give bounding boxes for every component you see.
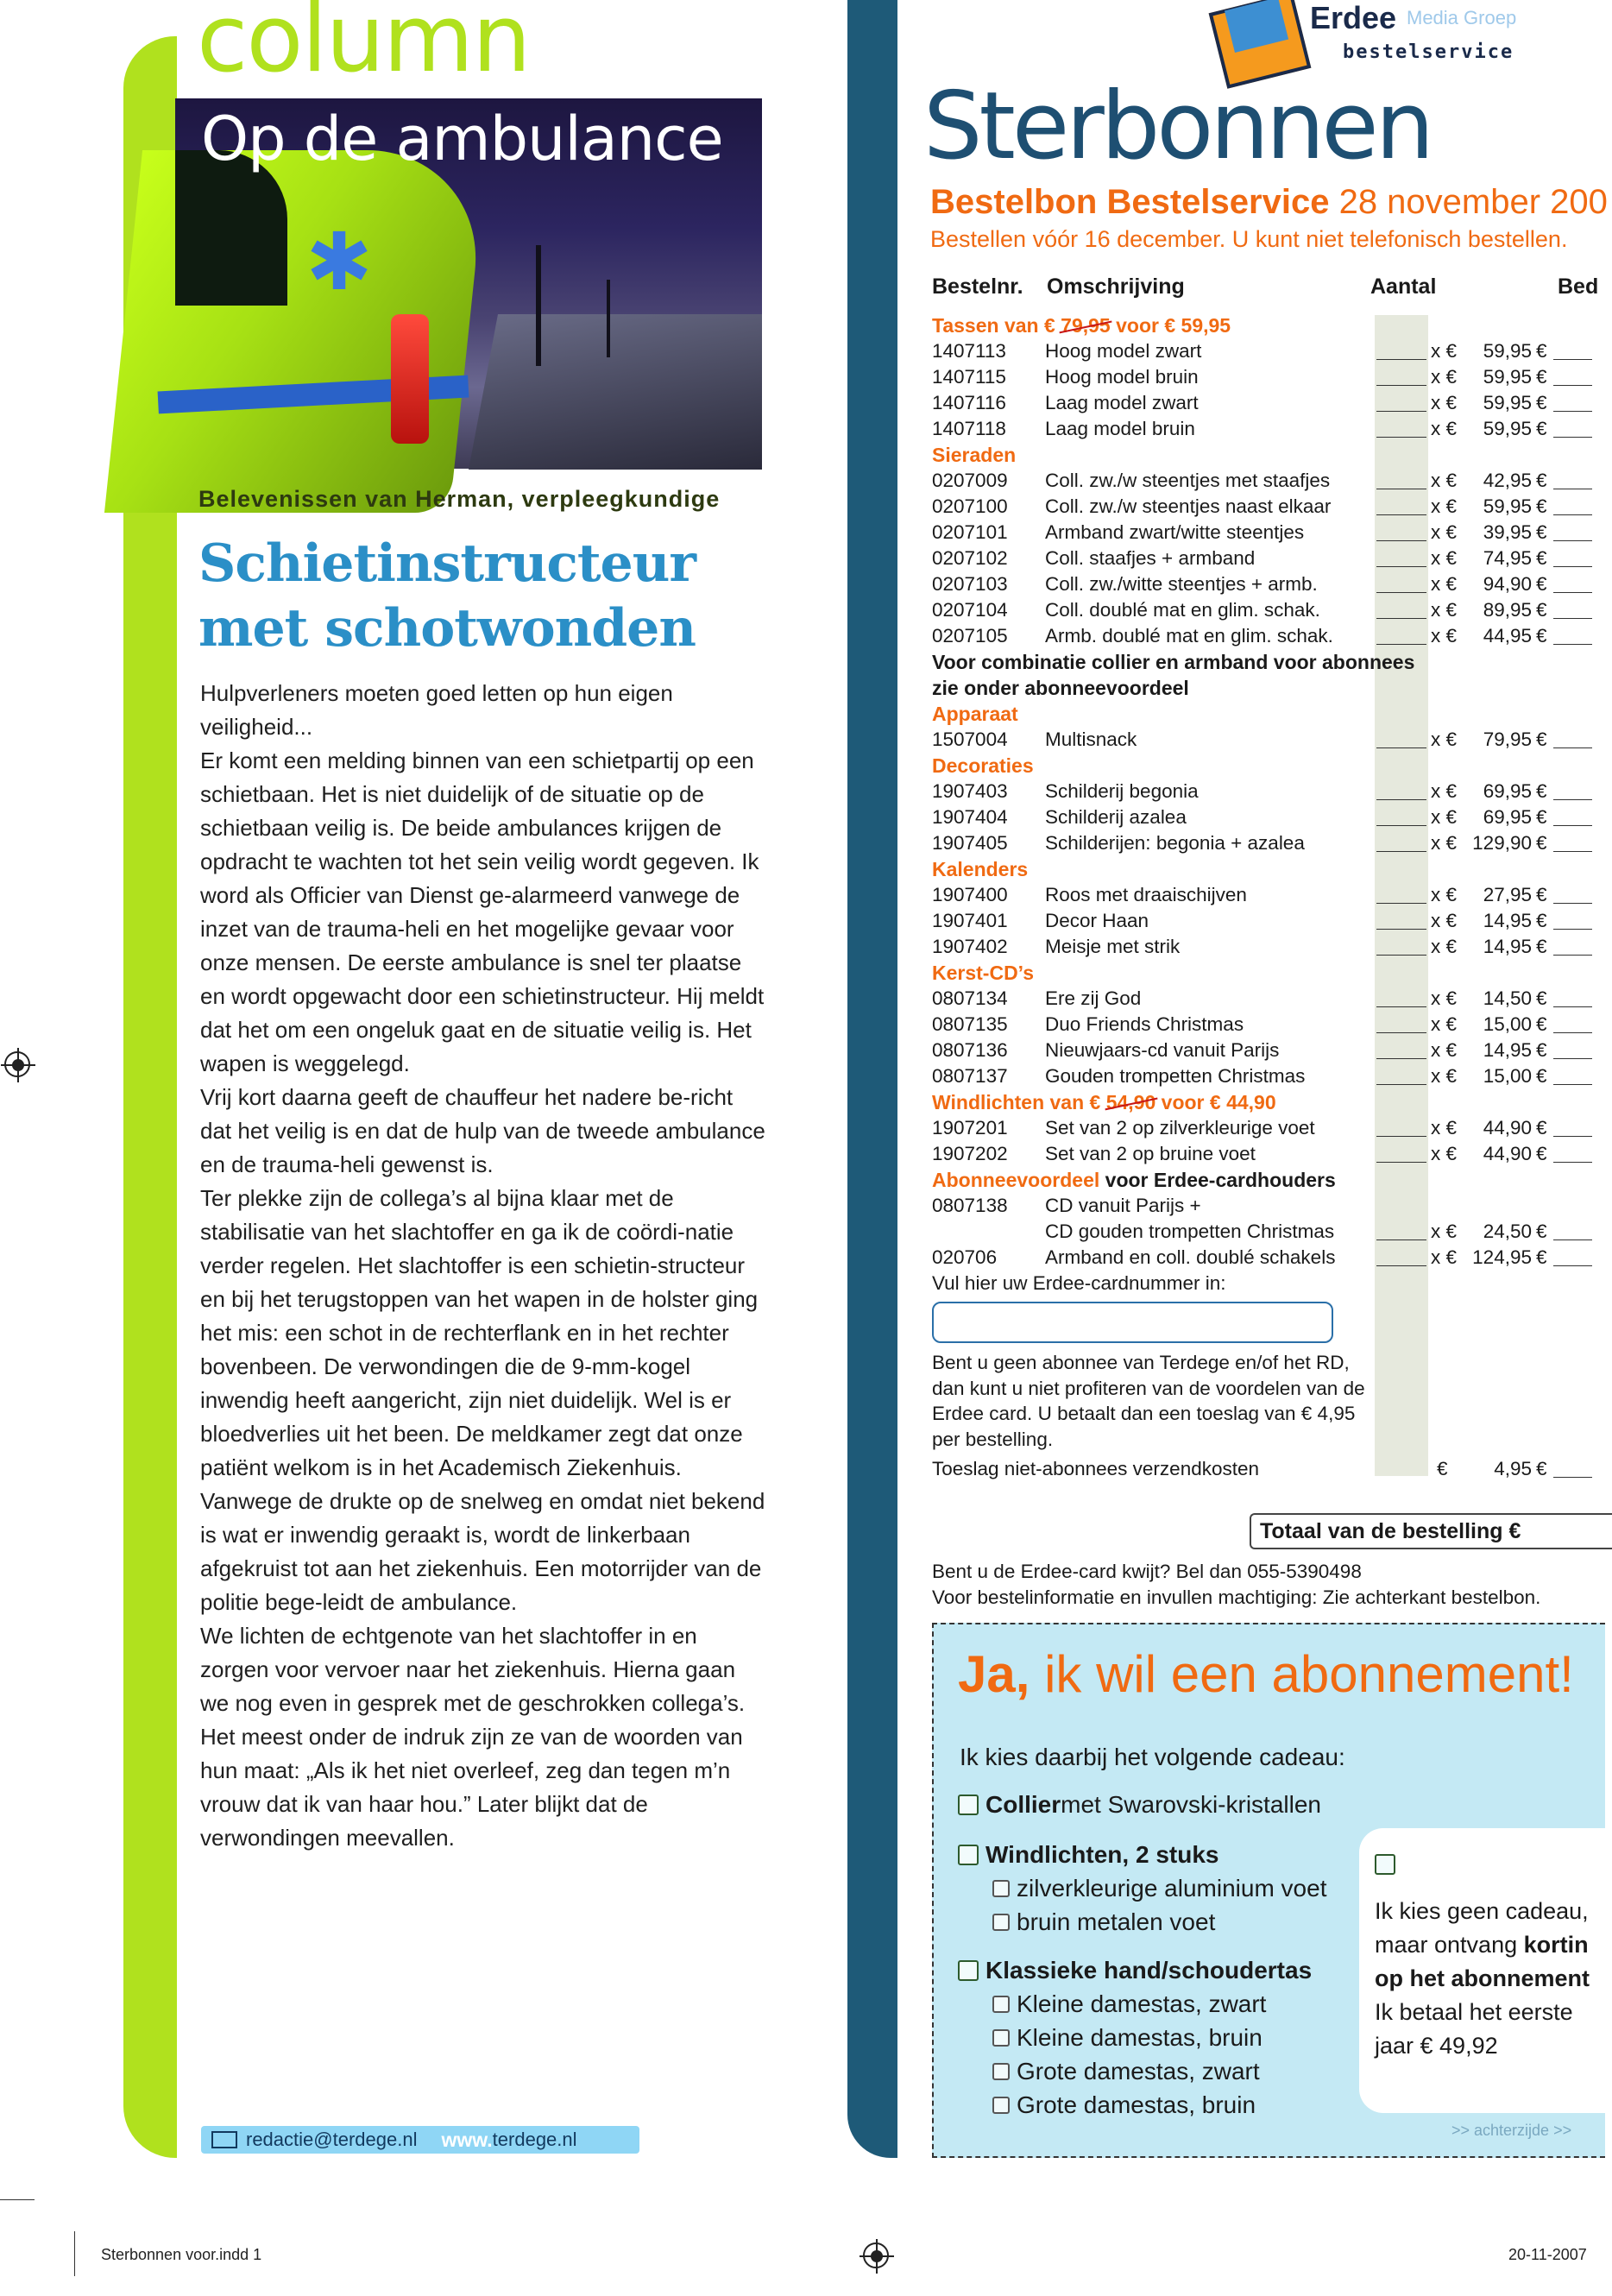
item-price: 42,95 xyxy=(1483,470,1532,491)
euro-sign: € xyxy=(1536,340,1547,362)
checkbox-wind-silver[interactable] xyxy=(992,1880,1010,1897)
item-price: 14,95 xyxy=(1483,936,1532,957)
option-collier[interactable] xyxy=(958,1791,1321,1819)
order-form-date: 28 november 200 xyxy=(1329,183,1608,221)
item-price: 124,95 xyxy=(1472,1246,1532,1268)
item-desc: Set van 2 op zilverkleurige voet xyxy=(1045,1117,1315,1139)
item-desc: Duo Friends Christmas xyxy=(1045,1013,1244,1035)
item-desc: Ere zij God xyxy=(1045,987,1142,1009)
opt-tas-3: Grote damestas, zwart xyxy=(1017,2058,1260,2085)
quantity-field[interactable] xyxy=(1376,411,1426,412)
order-info: Voor bestelinformatie en invullen machtiging: Zie achterkant bestelbon. xyxy=(932,1586,1541,1608)
option-tas-4[interactable] xyxy=(992,2091,1256,2119)
ambulance-light xyxy=(391,314,429,444)
amount-field[interactable] xyxy=(1553,929,1592,930)
times-euro: x € xyxy=(1431,936,1458,957)
combi-note-2: zie onder abonneevoordeel xyxy=(932,677,1189,699)
logo-subtitle: bestelservice xyxy=(1343,41,1514,63)
amount-field[interactable] xyxy=(1553,644,1592,645)
times-euro: x € xyxy=(1431,987,1458,1009)
times-euro: x € xyxy=(1431,1221,1458,1242)
quantity-field[interactable] xyxy=(1376,437,1426,438)
item-number: 0207009 xyxy=(932,470,1008,491)
quantity-field[interactable] xyxy=(1376,592,1426,593)
item-number: 0807137 xyxy=(932,1065,1008,1087)
euro-sign: € xyxy=(1536,987,1547,1009)
checkbox-tas-3[interactable] xyxy=(992,2063,1010,2080)
order-deadline: Bestellen vóór 16 december. U kunt niet telefonisch bestellen. xyxy=(930,226,1568,252)
item-desc: Set van 2 op bruine voet xyxy=(1045,1143,1256,1164)
euro-sign: € xyxy=(1536,418,1547,439)
amount-field[interactable] xyxy=(1553,514,1592,515)
times-euro: x € xyxy=(1431,547,1458,569)
item-desc: Multisnack xyxy=(1045,729,1137,750)
cat-tassen-b: voor € 59,95 xyxy=(1110,314,1231,337)
category-kalenders: Kalenders xyxy=(932,858,1029,880)
old-price-tassen: 79,95 xyxy=(1061,314,1111,337)
col-header-desc: Omschrijving xyxy=(1047,274,1185,299)
item-desc: Roos met draaischijven xyxy=(1045,884,1247,905)
body-paragraph: Er komt een melding binnen van een schietpartij op een schietbaan. Het is niet duidelijk of de situatie op de schietbaan veilig is. De beide ambulances krijgen de opdracht te wachten tot het sein veilig wordt gegeven. Ik word als Officier van Dienst ge-alarmeerd vanwege de inzet van de trauma-heli en het mogelijke gevaar voor onze mensen. De eerste ambulance is snel ter plaatse en wordt opgewacht door een schietinstructeur. Hij meldt dat het om een ongeluk gaat en de situatie veilig is. Het wapen is weggelegd. xyxy=(200,747,765,1076)
item-price: 94,90 xyxy=(1483,573,1532,595)
category-decoraties: Decoraties xyxy=(932,754,1034,777)
no-gift-line-3: op het abonnement xyxy=(1375,1965,1590,1991)
item-price: 74,95 xyxy=(1483,547,1532,569)
times-euro: x € xyxy=(1431,418,1458,439)
quantity-field[interactable] xyxy=(1376,540,1426,541)
euro-sign: € xyxy=(1536,1117,1547,1139)
amount-field[interactable] xyxy=(1553,747,1592,748)
item-number: 0207103 xyxy=(932,573,1008,595)
euro-sign: € xyxy=(1536,521,1547,543)
amount-field[interactable] xyxy=(1553,955,1592,956)
opt-tas-1: Kleine damestas, zwart xyxy=(1017,1990,1267,2017)
envelope-icon xyxy=(211,2131,237,2148)
item-desc: Laag model bruin xyxy=(1045,418,1195,439)
print-date: 20-11-2007 xyxy=(1508,2246,1587,2263)
lost-card-info: Bent u de Erdee-card kwijt? Bel dan 055-5390498 xyxy=(932,1561,1362,1582)
item-price: 129,90 xyxy=(1472,832,1532,854)
checkbox-no-gift[interactable] xyxy=(1375,1854,1395,1875)
item-price: 44,95 xyxy=(1483,625,1532,647)
opt-wind-1: zilverkleurige aluminium voet xyxy=(1017,1875,1327,1902)
item-number: 1407118 xyxy=(932,418,1006,439)
item-desc: Laag model zwart xyxy=(1045,392,1199,413)
item-desc: Coll. doublé mat en glim. schak. xyxy=(1045,599,1320,621)
item-number: 0807136 xyxy=(932,1039,1008,1061)
amount-field[interactable] xyxy=(1553,385,1592,386)
www-label[interactable]: www. xyxy=(441,2128,493,2151)
opt-collier-bold: Collier xyxy=(985,1791,1061,1818)
item-price: 69,95 xyxy=(1483,780,1532,802)
item-price: 14,95 xyxy=(1483,910,1532,931)
quantity-field[interactable] xyxy=(1376,359,1426,360)
amount-field[interactable] xyxy=(1553,1006,1592,1007)
item-number: 1907202 xyxy=(932,1143,1008,1164)
opt-wind-label: Windlichten, 2 stuks xyxy=(985,1841,1219,1868)
checkbox-tas[interactable] xyxy=(958,1960,979,1981)
item-price: 15,00 xyxy=(1483,1065,1532,1087)
contact-footer xyxy=(201,2126,639,2154)
euro-sign: € xyxy=(1536,625,1547,647)
cat-tassen-a: Tassen van € xyxy=(932,314,1061,337)
item-desc: CD vanuit Parijs + xyxy=(1045,1195,1201,1216)
item-number: 0807134 xyxy=(932,987,1008,1009)
cat-abo-a: Abonneevoordeel xyxy=(932,1169,1100,1191)
item-number: 0207105 xyxy=(932,625,1008,647)
amount-field[interactable] xyxy=(1553,903,1592,904)
item-price: 44,90 xyxy=(1483,1143,1532,1164)
amount-field[interactable] xyxy=(1553,437,1592,438)
item-number: 1407116 xyxy=(932,392,1006,413)
non-subscriber-note: Bent u geen abonnee van Terdege en/of het RD, dan kunt u niet profiteren van de voordelen van de Erdee card. U betaalt dan een toeslag van € 4,95 per bestelling. xyxy=(932,1352,1365,1450)
no-gift-line-2a: maar ontvang xyxy=(1375,1932,1524,1958)
amount-field[interactable] xyxy=(1553,1162,1592,1163)
times-euro: x € xyxy=(1431,832,1458,854)
euro-sign: € xyxy=(1536,910,1547,931)
surcharge-label: Toeslag niet-abonnees verzendkosten xyxy=(932,1458,1260,1479)
amount-field[interactable] xyxy=(1553,1265,1592,1266)
road-shape xyxy=(469,314,762,470)
category-apparaat: Apparaat xyxy=(932,703,1018,725)
file-slug: Sterbonnen voor.indd 1 xyxy=(101,2246,262,2263)
euro-sign: € xyxy=(1536,780,1547,802)
quantity-field[interactable] xyxy=(1376,1265,1426,1266)
item-price: 59,95 xyxy=(1483,495,1532,517)
quantity-field[interactable] xyxy=(1376,1006,1426,1007)
amount-field[interactable] xyxy=(1553,851,1592,852)
amount-field[interactable] xyxy=(1553,1239,1592,1240)
times-euro: x € xyxy=(1431,729,1458,750)
euro-sign: € xyxy=(1536,470,1547,491)
item-desc: Hoog model zwart xyxy=(1045,340,1202,362)
quantity-field[interactable] xyxy=(1376,566,1426,567)
amount-field[interactable] xyxy=(1553,566,1592,567)
times-euro: x € xyxy=(1431,884,1458,905)
item-price: 14,95 xyxy=(1483,1039,1532,1061)
amount-field[interactable] xyxy=(1553,618,1592,619)
times-euro: x € xyxy=(1431,625,1458,647)
quantity-field[interactable] xyxy=(1376,618,1426,619)
no-gift-line-2 xyxy=(1375,1928,1609,1962)
quantity-field[interactable] xyxy=(1376,929,1426,930)
category-abonneevoordeel xyxy=(932,1167,1336,1193)
euro-sign: € xyxy=(1536,832,1547,854)
euro-sign: € xyxy=(1536,1221,1547,1242)
item-number: 1507004 xyxy=(932,729,1008,750)
checkbox-windlichten[interactable] xyxy=(958,1845,979,1865)
item-number: 1407113 xyxy=(932,340,1006,362)
item-number: 1907404 xyxy=(932,806,1008,828)
amount-field[interactable] xyxy=(1553,1084,1592,1085)
crop-mark xyxy=(0,2199,35,2200)
euro-sign: € xyxy=(1536,1065,1547,1087)
headline-line-2: met schotwonden xyxy=(198,598,696,659)
item-price: 89,95 xyxy=(1483,599,1532,621)
euro-sign: € xyxy=(1536,1013,1547,1035)
item-number: 0207100 xyxy=(932,495,1008,517)
total-field[interactable]: Totaal van de bestelling € xyxy=(1250,1513,1612,1549)
pole-shape-2 xyxy=(607,280,610,357)
item-desc: Coll. zw./w steentjes met staafjes xyxy=(1045,470,1331,491)
checkbox-collier[interactable] xyxy=(958,1795,979,1815)
opt-tas-2: Kleine damestas, bruin xyxy=(1017,2024,1263,2051)
item-price: 69,95 xyxy=(1483,806,1532,828)
article-subtitle: Belevenissen van Herman, verpleegkundige xyxy=(198,486,721,512)
combi-note-1: Voor combinatie collier en armband voor abonnees xyxy=(932,651,1415,673)
euro-sign: € xyxy=(1536,1039,1547,1061)
item-desc: Schilderij begonia xyxy=(1045,780,1199,802)
subscription-heading xyxy=(958,1644,1574,1704)
amount-field[interactable] xyxy=(1553,1477,1592,1478)
times-euro: x € xyxy=(1431,599,1458,621)
item-price: 24,50 xyxy=(1483,1221,1532,1242)
order-form-title-bold: Bestelbon Bestelservice xyxy=(930,183,1330,221)
item-price: 44,90 xyxy=(1483,1117,1532,1139)
opt-tas-4: Grote damestas, bruin xyxy=(1017,2091,1256,2118)
times-euro: x € xyxy=(1431,1013,1458,1035)
pole-shape xyxy=(536,245,541,366)
old-price-wind: 54,90 xyxy=(1105,1091,1156,1113)
headline-line-1: Schietinstructeur xyxy=(198,533,696,594)
opt-wind-2: bruin metalen voet xyxy=(1017,1908,1216,1935)
item-number: 020706 xyxy=(932,1246,998,1268)
euro-sign: € xyxy=(1536,1458,1547,1479)
quantity-field[interactable] xyxy=(1376,1084,1426,1085)
euro-sign: € xyxy=(1536,495,1547,517)
opt-tas-label: Klassieke hand/schoudertas xyxy=(985,1957,1313,1984)
times-euro: x € xyxy=(1431,392,1458,413)
quantity-field[interactable] xyxy=(1376,1136,1426,1137)
quantity-field[interactable] xyxy=(1376,851,1426,852)
times-euro: x € xyxy=(1431,495,1458,517)
times-euro: x € xyxy=(1431,1246,1458,1268)
gift-prompt: Ik kies daarbij het volgende cadeau: xyxy=(960,1744,1345,1770)
item-price: 39,95 xyxy=(1483,521,1532,543)
page-title: Sterbonnen xyxy=(923,73,1432,180)
times-euro: x € xyxy=(1431,1143,1458,1164)
quantity-field[interactable] xyxy=(1376,1162,1426,1163)
article-headline xyxy=(198,532,759,661)
item-price: 15,00 xyxy=(1483,1013,1532,1035)
item-desc: Nieuwjaars-cd vanuit Parijs xyxy=(1045,1039,1280,1061)
item-number: 0807135 xyxy=(932,1013,1008,1035)
amount-field[interactable] xyxy=(1553,1032,1592,1033)
euro-sign: € xyxy=(1536,806,1547,828)
right-accent-bar xyxy=(847,0,897,2158)
item-desc: Decor Haan xyxy=(1045,910,1149,931)
item-number: 1907403 xyxy=(932,780,1008,802)
item-desc: CD gouden trompetten Christmas xyxy=(1045,1221,1335,1242)
website-link[interactable]: terdege.nl xyxy=(492,2129,577,2150)
amount-field[interactable] xyxy=(1553,799,1592,800)
item-number: 1907201 xyxy=(932,1117,1008,1139)
quantity-field[interactable] xyxy=(1376,747,1426,748)
item-number: 1907401 xyxy=(932,910,1008,931)
times-euro: x € xyxy=(1431,340,1458,362)
order-form-title xyxy=(930,183,1608,222)
amount-field[interactable] xyxy=(1553,411,1592,412)
option-tas-3[interactable] xyxy=(992,2058,1260,2085)
item-desc: Armband zwart/witte steentjes xyxy=(1045,521,1305,543)
category-kerst: Kerst-CD’s xyxy=(932,962,1035,984)
times-euro: x € xyxy=(1431,573,1458,595)
cat-wind-a: Windlichten van € xyxy=(932,1091,1106,1113)
cat-abo-b: voor Erdee-cardhouders xyxy=(1099,1169,1336,1191)
times-euro: x € xyxy=(1431,366,1458,388)
column-kicker: column xyxy=(197,0,530,93)
euro-sign: € xyxy=(1536,729,1547,750)
col-header-qty: Aantal xyxy=(1370,274,1437,299)
times-euro: x € xyxy=(1431,1117,1458,1139)
body-paragraph: Vrij kort daarna geeft de chauffeur het nadere be-richt dat het veilig is en dat de hulp van de tweede ambulance en de trauma-heli gewenst is. xyxy=(200,1084,765,1177)
crop-mark xyxy=(74,2231,75,2276)
item-desc: Schilderijen: begonia + azalea xyxy=(1045,832,1305,854)
item-number: 1407115 xyxy=(932,366,1006,388)
option-windlichten[interactable] xyxy=(958,1841,1218,1869)
times-euro: x € xyxy=(1431,470,1458,491)
amount-field[interactable] xyxy=(1553,1058,1592,1059)
quantity-field[interactable] xyxy=(1376,385,1426,386)
logo-name: Erdee xyxy=(1310,0,1397,35)
option-tas-2[interactable] xyxy=(992,2024,1263,2052)
quantity-field[interactable] xyxy=(1376,799,1426,800)
amount-field[interactable] xyxy=(1553,1136,1592,1137)
item-desc: Armb. doublé mat en glim. schak. xyxy=(1045,625,1333,647)
checkbox-wind-brown[interactable] xyxy=(992,1914,1010,1931)
item-price: 59,95 xyxy=(1483,418,1532,439)
quantity-field[interactable] xyxy=(1376,903,1426,904)
quantity-field[interactable] xyxy=(1376,1239,1426,1240)
item-number: 0207101 xyxy=(932,521,1008,543)
euro-sign: € xyxy=(1536,573,1547,595)
euro-sign: € xyxy=(1536,936,1547,957)
option-wind-brown[interactable] xyxy=(992,1908,1215,1936)
euro-sign: € xyxy=(1536,547,1547,569)
item-desc: Hoog model bruin xyxy=(1045,366,1199,388)
amount-field[interactable] xyxy=(1553,825,1592,826)
body-paragraph: We lichten de echtgenote van het slachtoffer in en zorgen voor vervoer naar het ziekenhuis. Hierna gaan we nog even in gesprek met de geschrokken collega’s. Het meest onder de indruk zijn ze van de woorden van hun maat: „Als ik het niet overleef, zeg dan tegen m’n vrouw dat ik van haar hou.” Later blijkt dat de verwondingen meevallen. xyxy=(200,1623,746,1851)
email-link[interactable]: redactie@terdege.nl xyxy=(246,2129,418,2150)
checkbox-tas-4[interactable] xyxy=(992,2097,1010,2114)
body-paragraph: Hulpverleners moeten goed letten op hun eigen veiligheid... xyxy=(200,680,673,740)
body-paragraph: Ter plekke zijn de collega’s al bijna klaar met de stabilisatie van het slachtoffer en ga ik de coördi-natie verder regelen. Het slachtoffer is een schietin-structeur en bij het terugstoppen van het wapen in de holster ging het mis: een schot in de rechterflank en in het rechter bovenbeen. De verwondingen die de 9-mm-kogel inwendig heeft aangericht, zijn niet duidelijk. Wel is er bloedverlies uit het been. De meldkamer zegt dat onze patiënt welkom is in het Academisch Ziekenhuis. Vanwege de drukte op de snelweg en omdat niet bekend is wat er inwendig geraakt is, wordt de linkerbaan afgekruist tot aan het ziekenhuis. Een motorrijder van de politie bege-leidt de ambulance. xyxy=(200,1185,765,1615)
star-of-life-icon: ✱ xyxy=(305,218,373,306)
option-tas[interactable] xyxy=(958,1957,1312,1984)
registration-mark-icon xyxy=(863,2242,889,2268)
item-number: 1907405 xyxy=(932,832,1008,854)
euro-sign: € xyxy=(1536,366,1547,388)
item-desc: Meisje met strik xyxy=(1045,936,1181,957)
amount-field[interactable] xyxy=(1553,592,1592,593)
item-number: 1907402 xyxy=(932,936,1008,957)
item-price: 79,95 xyxy=(1483,729,1532,750)
no-gift-line-1: Ik kies geen cadeau, xyxy=(1375,1898,1589,1924)
no-gift-line-4: Ik betaal het eerste xyxy=(1375,1999,1573,2025)
category-sieraden: Sieraden xyxy=(932,444,1017,466)
registration-mark-icon xyxy=(4,1051,30,1077)
photo-title: Op de ambulance xyxy=(201,104,723,174)
item-desc: Gouden trompetten Christmas xyxy=(1045,1065,1306,1087)
col-header-nr: Bestelnr. xyxy=(932,274,1023,299)
item-desc: Armband en coll. doublé schakels xyxy=(1045,1246,1336,1268)
cat-wind-b: voor € 44,90 xyxy=(1155,1091,1276,1113)
times-euro: x € xyxy=(1431,1065,1458,1087)
item-price: 27,95 xyxy=(1483,884,1532,905)
amount-field[interactable] xyxy=(1553,359,1592,360)
ambulance-shape xyxy=(104,150,488,513)
no-gift-box xyxy=(1359,1828,1609,2113)
times-euro: x € xyxy=(1431,910,1458,931)
ja-bold: Ja, xyxy=(958,1645,1030,1703)
item-desc: Schilderij azalea xyxy=(1045,806,1187,828)
quantity-field[interactable] xyxy=(1376,514,1426,515)
euro-sign: € xyxy=(1536,1143,1547,1164)
card-number-input[interactable] xyxy=(932,1302,1333,1343)
ja-rest: ik wil een abonnement! xyxy=(1030,1645,1574,1703)
option-tas-1[interactable] xyxy=(992,1990,1266,2018)
no-gift-line-2b: kortin xyxy=(1523,1932,1589,1958)
item-number: 0207104 xyxy=(932,599,1008,621)
euro-sign: € xyxy=(1536,1246,1547,1268)
item-desc: Coll. zw./witte steentjes + armb. xyxy=(1045,573,1318,595)
quantity-field[interactable] xyxy=(1376,955,1426,956)
col-header-amount: Bed xyxy=(1558,274,1599,299)
quantity-field[interactable] xyxy=(1376,825,1426,826)
no-gift-line-5: jaar € 49,92 xyxy=(1375,2033,1498,2059)
quantity-field[interactable] xyxy=(1376,1032,1426,1033)
item-number: 1907400 xyxy=(932,884,1008,905)
opt-collier-rest: met Swarovski-kristallen xyxy=(1061,1791,1321,1818)
euro-sign: € xyxy=(1536,392,1547,413)
card-prompt: Vul hier uw Erdee-cardnummer in: xyxy=(932,1272,1226,1294)
times-euro: x € xyxy=(1431,780,1458,802)
euro-sign: € xyxy=(1536,884,1547,905)
item-price: 14,50 xyxy=(1483,987,1532,1009)
see-back-link[interactable]: >> achterzijde >> xyxy=(1451,2122,1572,2139)
times-euro: x € xyxy=(1431,1039,1458,1061)
item-number: 0207102 xyxy=(932,547,1008,569)
item-desc: Coll. staafjes + armband xyxy=(1045,547,1256,569)
quantity-field[interactable] xyxy=(1376,1058,1426,1059)
item-price: 59,95 xyxy=(1483,392,1532,413)
logo-group: Media Groep xyxy=(1407,7,1517,28)
times-euro: x € xyxy=(1431,806,1458,828)
item-price: 59,95 xyxy=(1483,340,1532,362)
item-price: 59,95 xyxy=(1483,366,1532,388)
amount-field[interactable] xyxy=(1553,540,1592,541)
quantity-field[interactable] xyxy=(1376,644,1426,645)
item-desc: Coll. zw./w steentjes naast elkaar xyxy=(1045,495,1332,517)
option-wind-silver[interactable] xyxy=(992,1875,1326,1902)
checkbox-tas-1[interactable] xyxy=(992,1996,1010,2013)
checkbox-tas-2[interactable] xyxy=(992,2029,1010,2047)
category-tassen xyxy=(932,312,1231,338)
category-windlichten xyxy=(932,1089,1276,1115)
item-number: 0807138 xyxy=(932,1195,1008,1216)
surcharge-price: 4,95 xyxy=(1494,1458,1532,1479)
euro-sign: € xyxy=(1536,599,1547,621)
article-body xyxy=(200,677,765,1855)
surcharge-euro: € xyxy=(1437,1458,1448,1479)
times-euro: x € xyxy=(1431,521,1458,543)
